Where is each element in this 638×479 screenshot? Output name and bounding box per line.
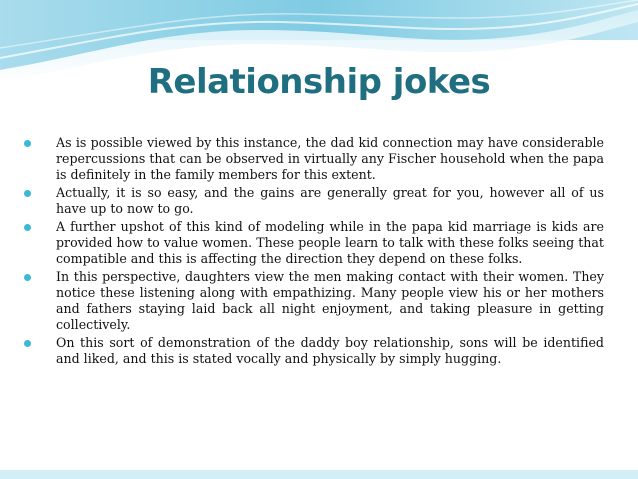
bullet-icon: [24, 190, 31, 197]
bullet-text: As is possible viewed by this instance, the dad kid connection may have considerable repercussions that can be observed in virtually any Fischer household when the papa is definitely in the family members for this extent.: [56, 135, 604, 182]
footer-decoration: [0, 470, 638, 479]
bullet-text: In this perspective, daughters view the men making contact with their women. They notice these listening along with empathizing. Many people view his or her mothers and fathers staying laid back all night enjoyment, and taking pleasure in getting collectively.: [56, 269, 604, 332]
bullet-item: [22, 185, 604, 217]
bullet-item: [22, 219, 604, 267]
bullet-list: [22, 135, 604, 369]
slide-title: Relationship jokes: [147, 62, 491, 102]
bullet-text: On this sort of demonstration of the daddy boy relationship, sons will be identified and liked, and this is stated vocally and physically by simply hugging.: [56, 335, 604, 366]
bullet-icon: [24, 140, 31, 147]
bullet-icon: [24, 224, 31, 231]
bullet-item: [22, 135, 604, 183]
bullet-text: Actually, it is so easy, and the gains are generally great for you, however all of us have up to now to go.: [56, 185, 604, 216]
bullet-item: [22, 335, 604, 367]
bullet-icon: [24, 340, 31, 347]
bullet-text: A further upshot of this kind of modeling while in the papa kid marriage is kids are provided how to value women. These people learn to talk with these folks seeing that compatible and this is affecting the direction they depend on these folks.: [56, 219, 604, 266]
bullet-item: [22, 269, 604, 333]
bullet-icon: [24, 274, 31, 281]
